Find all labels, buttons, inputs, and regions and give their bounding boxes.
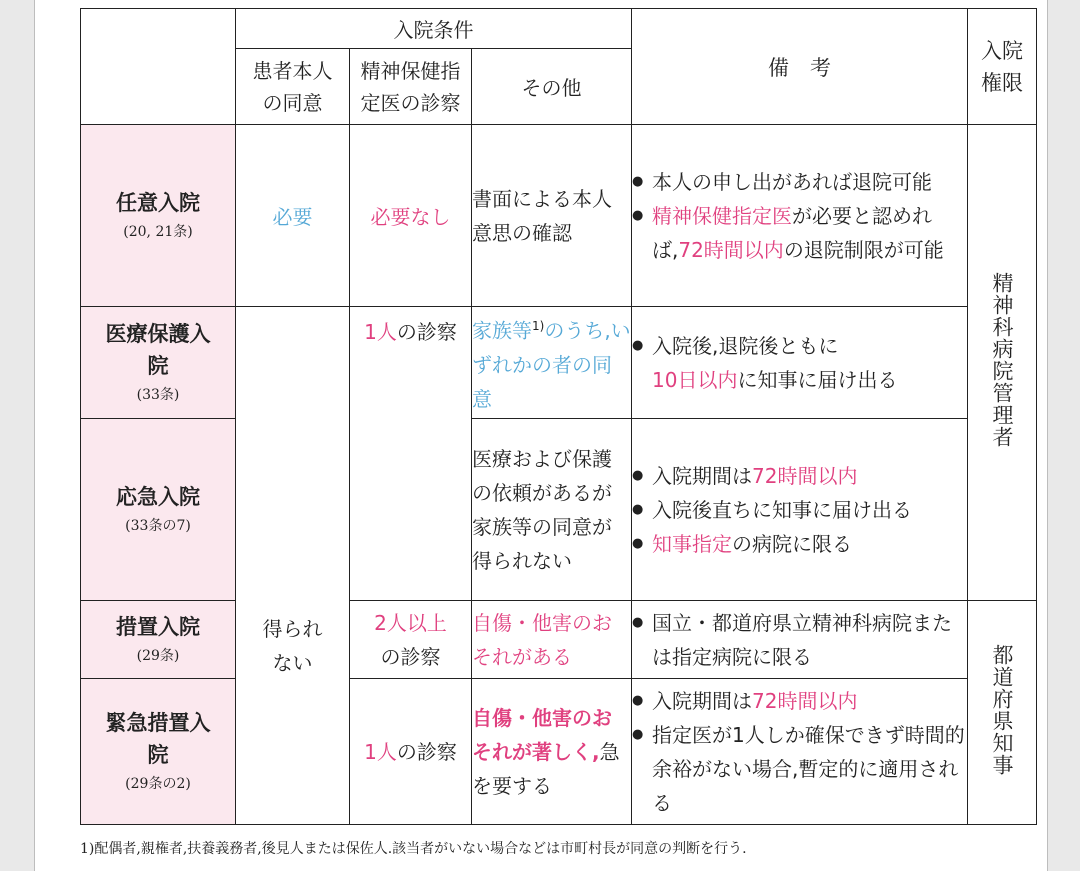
row-article: (33条) (136, 386, 180, 403)
other-text: 急を要する (472, 739, 620, 798)
row-voluntary-head (81, 125, 236, 307)
remark-text: 入院期間は (652, 463, 752, 488)
row-name: 応急入院 (116, 484, 200, 509)
header-blank (81, 9, 236, 125)
row-article: (29条の2) (125, 775, 191, 792)
medical-emergency-consent (236, 307, 350, 825)
voluntary-other: 書面による本人意思の確認 (472, 125, 632, 307)
urgent-remarks (632, 679, 968, 825)
voluntary-designated: 必要なし (350, 125, 472, 307)
voluntary-remarks (632, 125, 968, 307)
remark-item (632, 459, 967, 493)
row-name: 医療保護入院 (105, 321, 211, 378)
highlight: 72時間以内 (752, 688, 858, 713)
highlight: 10日以内 (652, 367, 738, 392)
highlight: 自傷・他害のおそれが著しく, (472, 705, 612, 764)
other-text: のうち,いずれかの者の同意 (472, 318, 631, 411)
authority-prefecture (968, 601, 1037, 825)
header-designated-doctor: 精神保健指定医の診察 (350, 49, 472, 125)
medical-remarks (632, 307, 968, 419)
highlight: 1人 (364, 739, 397, 764)
designated-text: の診察 (396, 739, 457, 764)
row-emergency-head (81, 419, 236, 601)
highlight: 精神保健指定医 (652, 203, 792, 228)
admission-table (80, 8, 1037, 825)
remark-item (632, 684, 967, 718)
remark-text: の病院に限る (732, 531, 852, 556)
remark-item (632, 199, 967, 267)
remark-text: が必要と認めれば, (652, 203, 932, 262)
footnote-ref: 1) (532, 319, 545, 334)
designated-text: の診察 (396, 320, 457, 344)
measure-remarks (632, 601, 968, 679)
remark-item (632, 329, 967, 397)
emergency-remarks (632, 419, 968, 601)
remark-item (632, 527, 967, 561)
designated-text: の診察 (380, 644, 441, 669)
footnote: 1)配偶者,親権者,扶養義務者,後見人または保佐人.該当者がいない場合などは市町村長が同意の判断を行う. (80, 841, 747, 857)
remark-text: に知事に届け出る (737, 367, 898, 392)
highlight: 72時間以内 (752, 463, 858, 488)
consent-text: 得られない (262, 616, 323, 675)
row-measure-head (81, 601, 236, 679)
measure-designated (350, 601, 472, 679)
authority-text: 精神科病院管理者 (990, 272, 1014, 448)
highlight: 72時間以内 (678, 237, 784, 262)
row-name: 任意入院 (116, 190, 200, 215)
remark-item: ● 入院後直ちに知事に届け出る (632, 493, 967, 527)
row-urgent-head (81, 679, 236, 825)
remark-text: の退院制限が可能 (783, 237, 944, 262)
other-text: 家族等 (472, 318, 532, 343)
remark-item: ● 指定医が1人しか確保できず時間的余裕がない場合,暫定的に適用される (632, 718, 967, 820)
header-admission-conditions: 入院条件 (236, 9, 632, 49)
authority-hospital (968, 125, 1037, 601)
remark-text: 入院後,退院後ともに (652, 333, 839, 358)
measure-other: 自傷・他害のおそれがある (472, 601, 632, 679)
highlight: 知事指定 (652, 531, 732, 556)
voluntary-consent: 必要 (236, 125, 350, 307)
emergency-other: 医療および保護の依頼があるが家族等の同意が得られない (472, 419, 632, 601)
row-article: (29条) (136, 647, 180, 664)
urgent-designated (350, 679, 472, 825)
remark-text: 入院期間は (652, 688, 752, 713)
row-article: (33条の7) (125, 517, 191, 534)
highlight: 2人以上 (374, 610, 447, 635)
row-name: 緊急措置入院 (105, 710, 211, 767)
row-article: (20, 21条) (123, 223, 193, 240)
remark-item: ● 本人の申し出があれば退院可能 (632, 165, 967, 199)
authority-text: 都道府県知事 (990, 644, 1014, 776)
remark-item: ● 国立・都道府県立精神科病院または指定病院に限る (632, 606, 967, 674)
header-remarks: 備 考 (632, 9, 968, 125)
document-page (34, 0, 1048, 871)
row-name: 措置入院 (116, 614, 200, 639)
highlight: 1人 (364, 320, 397, 344)
medical-other (472, 307, 632, 419)
header-other: その他 (472, 49, 632, 125)
urgent-other (472, 679, 632, 825)
row-medical-head (81, 307, 236, 419)
medical-emergency-designated (350, 307, 472, 601)
header-authority: 入院権限 (968, 9, 1037, 125)
header-patient-consent: 患者本人の同意 (236, 49, 350, 125)
